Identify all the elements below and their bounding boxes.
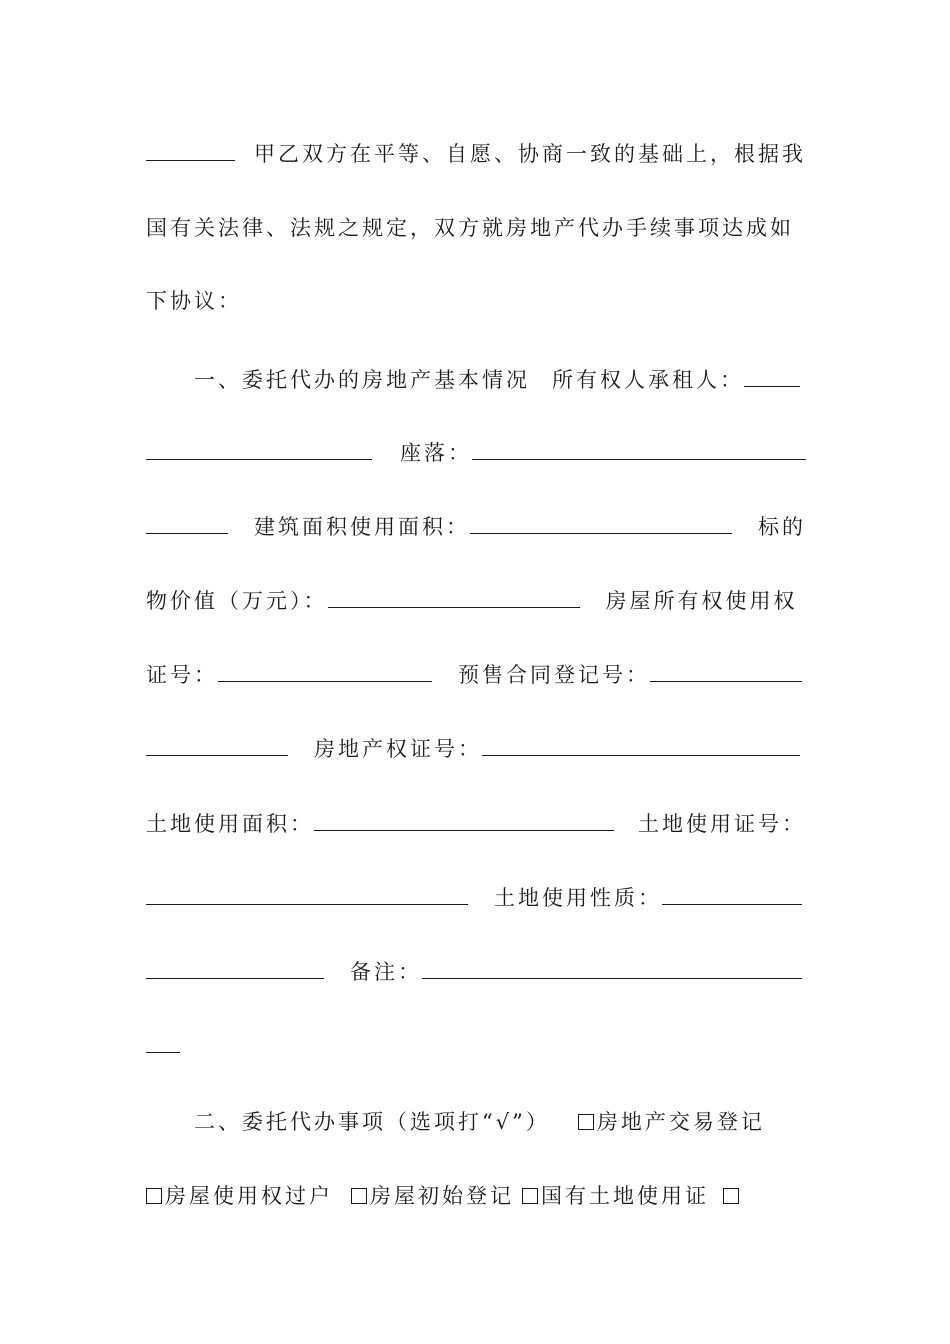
land-cert-field[interactable]	[146, 903, 468, 905]
property-cert-label: 房地产权证号：	[314, 737, 482, 761]
value-label-a: 标的	[758, 515, 806, 539]
value-label-b: 物价值（万元）：	[146, 589, 328, 613]
presale-field[interactable]	[650, 680, 802, 682]
blank-field[interactable]	[146, 159, 235, 161]
owner-field-cont[interactable]	[146, 458, 372, 460]
cert-label-a: 房屋所有权使用权	[605, 589, 798, 613]
option-label: 房地产交易登记	[596, 1110, 765, 1134]
land-cert-label: 土地使用证号：	[638, 812, 806, 836]
option-label: 房屋使用权过户	[165, 1184, 333, 1208]
area-label: 建筑面积使用面积：	[254, 515, 470, 539]
area-field[interactable]	[470, 532, 732, 534]
checkbox-icon[interactable]	[351, 1188, 367, 1204]
option-label: 国有土地使用证	[541, 1184, 709, 1208]
cert-field[interactable]	[218, 680, 432, 682]
para1-line3	[146, 283, 806, 315]
remarks-field-cont[interactable]	[146, 1051, 180, 1053]
section2-line2	[146, 1178, 806, 1210]
section1-line6	[146, 731, 806, 763]
para1-text-3: 下协议：	[146, 289, 242, 313]
land-area-label: 土地使用面积：	[146, 812, 314, 836]
para1-line2	[146, 210, 806, 242]
property-cert-field[interactable]	[482, 754, 800, 756]
section1-line9	[146, 954, 806, 986]
section1-line3	[146, 509, 806, 541]
land-area-field[interactable]	[314, 829, 614, 831]
section1-heading: 一、委托代办的房地产基本情况	[194, 368, 530, 392]
location-label: 座落：	[400, 441, 472, 465]
section1-line4	[146, 583, 806, 615]
checkbox-icon[interactable]	[522, 1188, 538, 1204]
land-nature-label: 土地使用性质：	[494, 886, 662, 910]
value-field[interactable]	[328, 606, 580, 608]
section1-line10	[146, 1028, 806, 1060]
remarks-label: 备注：	[350, 960, 422, 984]
para1-text-1: 甲乙双方在平等、自愿、协商一致的基础上，根据我	[254, 142, 806, 166]
checkbox-icon[interactable]	[723, 1188, 739, 1204]
section1-line7	[146, 806, 806, 838]
para1-line1	[146, 136, 806, 168]
checkbox-icon[interactable]	[578, 1114, 594, 1130]
section2-heading: 二、委托代办事项（选项打“√”）	[194, 1110, 550, 1134]
section1-line8	[146, 880, 806, 912]
owner-label: 所有权人承租人：	[552, 368, 744, 392]
presale-field-cont[interactable]	[146, 754, 288, 756]
location-field[interactable]	[472, 458, 806, 460]
location-field-cont[interactable]	[146, 532, 228, 534]
para1-text-2: 国有关法律、法规之规定，双方就房地产代办手续事项达成如	[146, 216, 794, 240]
checkbox-icon[interactable]	[146, 1188, 162, 1204]
option-label: 房屋初始登记	[370, 1184, 514, 1208]
section1-line2	[146, 435, 806, 467]
remarks-field[interactable]	[422, 977, 802, 979]
land-nature-field-cont[interactable]	[146, 977, 324, 979]
section1-line1	[146, 362, 806, 394]
section2-line1	[146, 1104, 806, 1136]
owner-field[interactable]	[744, 385, 800, 387]
presale-label: 预售合同登记号：	[458, 663, 650, 687]
land-nature-field[interactable]	[662, 903, 802, 905]
cert-label-b: 证号：	[146, 663, 218, 687]
section1-line5	[146, 657, 806, 689]
